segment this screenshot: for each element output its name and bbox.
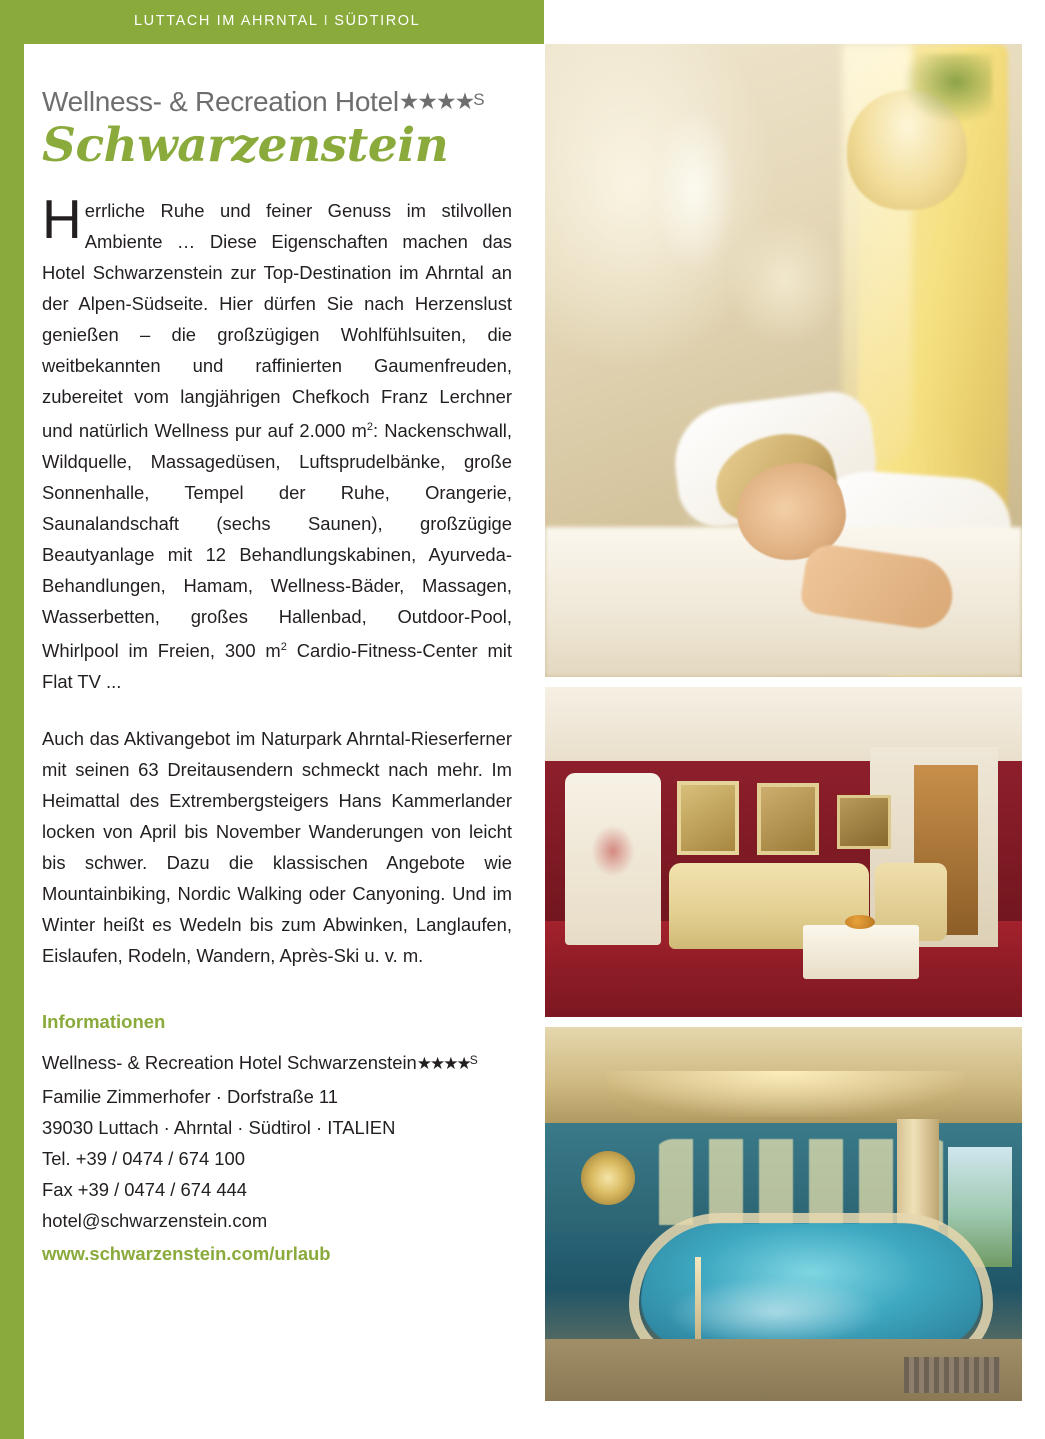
hotel-category-label: Wellness- & Recreation Hotel [42,86,399,117]
hotel-category-line [42,86,512,118]
info-superior-mark: S [469,1053,478,1068]
plant-leaf [902,54,992,124]
info-star-rating-icon: ★★★★ [416,1054,470,1074]
wall-picture-right [837,795,891,849]
info-hotel-name [42,1047,512,1081]
superior-mark: S [473,90,485,109]
breadcrumb-region: SÜDTIROL [334,13,421,29]
fruit-bowl [845,915,875,929]
paragraph-1-text: errliche Ruhe und feiner Genuss im stilvollen Ambiente … Diese Eigenschaften machen das Hotel Schwarzenstein zur Top-Destination im Ahrntal an der Alpen-Südseite. Hier dürfen Sie nach Herzenslust genießen – die großzügigen Wohlfühlsuiten, die weitbekannten und raffinierten Gaumenfreuden, zubereitet vom langjährigen Chefkoch Franz Lerchner und natürlich Wellness pur auf 2.000 m [42,200,512,442]
info-heading: Informationen [42,1011,166,1033]
photo-indoor-swimming-pool [545,1027,1022,1401]
tiled-stove [565,773,661,945]
page-header-band [24,0,544,44]
wall-picture-left [677,781,739,855]
stone-relief-decor [575,64,875,424]
pool-ceiling [545,1027,1022,1123]
info-address: 39030 Luttach · Ahrntal · Südtirol · ITALIEN [42,1117,396,1139]
info-hotel-name-text: Wellness- & Recreation Hotel Schwarzenstein [42,1052,417,1074]
info-phone: Tel. +39 / 0474 / 674 100 [42,1148,245,1170]
photo-hotel-suite-living-room [545,687,1022,1017]
article-column [42,86,512,1269]
article-paragraph-2: Auch das Aktivangebot im Naturpark Ahrntal-Rieserferner mit seinen 63 Dreitausendern schmeckt nach mehr. Im Heimattal des Extrembergsteigers Hans Kammerlander locken von April bis November Wanderungen von leicht bis schwer. Dazu die klassischen Angebote wie Mountainbiking, Nordic Walking oder Canyoning. Und im Winter heißt es Wedeln bis zum Abwinken, Langlaufen, Eislaufen, Rodeln, Wandern, Après-Ski u. v. m. [42,728,512,967]
breadcrumb-separator: I [323,13,330,29]
floor-mat [904,1357,1000,1393]
article-paragraph-1 [42,188,512,697]
wall-picture-middle [757,783,819,855]
paragraph-1-superscript-2: 2 [280,641,287,654]
coffee-table [803,925,919,979]
paragraph-1-superscript-1: 2 [366,421,373,433]
info-fax: Fax +39 / 0474 / 674 444 [42,1179,248,1201]
paragraph-1-continued: : Nackenschwall, Wildquelle, Massagedüsen, Luftsprudelbänke, große Sonnenhalle, Tempel der Ruhe, Orangerie, Saunalandschaft (sechs Saunen), großzügige Beautyanlage mit 12 Behandlungskabinen, Ayurveda-Behandlungen, Hamam, Wellness-Bäder, Massagen, Wasserbetten, großes Hallenbad, Outdoor-Pool, Whirlpool im Freien, 300 m [42,420,512,662]
drop-cap: H [42,188,82,250]
cove-lighting [605,1071,965,1117]
breadcrumb [134,13,420,29]
paragraph-1-end: Cardio-Fitness-Center mit Flat TV ... [42,640,512,693]
breadcrumb-location: LUTTACH IM AHRNTAL [134,13,319,29]
sun-medallion-decor [581,1151,635,1205]
info-email[interactable]: hotel@schwarzenstein.com [42,1210,268,1232]
star-rating-icon: ★★★★ [398,88,474,114]
info-website-link[interactable]: www.schwarzenstein.com/urlaub [42,1243,331,1265]
photo-sleeping-woman-spa-bedroom [545,44,1022,677]
info-family-street: Familie Zimmerhofer · Dorfstraße 11 [42,1086,339,1108]
left-edge-bar [0,0,24,1439]
photo-column [545,44,1022,1401]
page-title: Schwarzenstein [42,118,449,173]
